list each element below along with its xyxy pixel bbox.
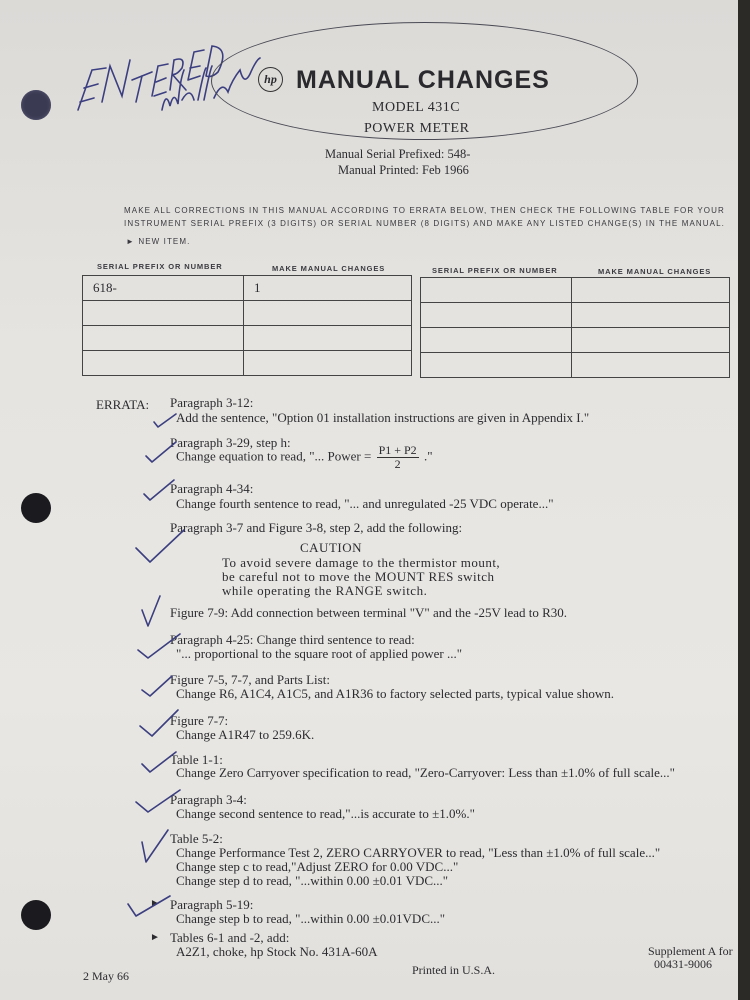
table-cell-change — [572, 278, 730, 303]
caution-line: be careful not to move the MOUNT RES switch — [222, 569, 495, 584]
errata-item-heading: Tables 6-1 and -2, add: — [170, 930, 290, 945]
new-item-marker: ► — [150, 898, 160, 909]
errata-item-text: Change Performance Test 2, ZERO CARRYOVER to read, "Less than ±1.0% of full scale..." — [176, 845, 661, 860]
table-cell-serial — [421, 328, 572, 353]
table-cell-serial — [421, 303, 572, 328]
check-mark-icon — [154, 414, 176, 427]
errata-item-text: Change Zero Carryover specification to read, "Zero-Carryover: Less than ±1.0% of full scale..." — [176, 765, 675, 780]
model-number: MODEL 431C — [372, 100, 461, 115]
footer-printed-in: Printed in U.S.A. — [412, 963, 496, 977]
table-row — [83, 351, 412, 376]
errata-item-text: "... proportional to the square root of applied power ..." — [176, 646, 463, 661]
errata-item-heading: Paragraph 3-4: — [170, 792, 247, 807]
binder-hole-top — [21, 90, 51, 120]
table-cell-change — [244, 326, 412, 351]
errata-item-text: Change step d to read, "...within 0.00 ±0.01 VDC..." — [176, 873, 449, 888]
equation-prefix: Change equation to read, "... Power = — [176, 448, 372, 464]
check-mark-icon — [144, 480, 174, 500]
errata-item-text: Change fourth sentence to read, "... and unregulated -25 VDC operate..." — [176, 496, 554, 511]
errata-item-text: A2Z1, choke, hp Stock No. 431A-60A — [176, 944, 378, 959]
left-col-header-changes: MAKE MANUAL CHANGES — [272, 264, 386, 273]
table-row — [421, 328, 730, 353]
changes-table-right — [420, 277, 730, 378]
binder-hole-middle — [21, 493, 51, 523]
check-mark-icon — [142, 676, 172, 696]
errata-item-heading: Paragraph 5-19: — [170, 897, 254, 912]
fraction-denominator: 2 — [394, 457, 401, 471]
fraction-numerator: P1 + P2 — [378, 443, 417, 457]
new-item-legend: ► NEW ITEM. — [126, 237, 191, 246]
footer-supplement: Supplement A for — [648, 944, 733, 958]
table-cell-change: 1 — [244, 276, 412, 301]
binder-hole-bottom — [21, 900, 51, 930]
errata-item-heading: Paragraph 3-29, step h: — [170, 435, 291, 450]
new-item-marker: ► — [150, 932, 160, 943]
errata-item-heading: Paragraph 3-7 and Figure 3-8, step 2, add the following: — [170, 520, 463, 535]
errata-item-text: Change step b to read, "...within 0.00 ±0.01VDC..." — [176, 911, 446, 926]
check-mark-icon — [138, 634, 180, 658]
caution-line: To avoid severe damage to the thermistor mount, — [222, 555, 501, 570]
instructions-line-1: MAKE ALL CORRECTIONS IN THIS MANUAL ACCORDING TO ERRATA BELOW, THEN CHECK THE FOLLOWING TABLE FOR YOUR — [124, 206, 725, 215]
changes-table-left — [82, 275, 412, 376]
equation-suffix: ." — [423, 448, 433, 464]
table-cell-change — [572, 328, 730, 353]
errata-item-heading: Table 1-1: — [170, 752, 223, 767]
check-mark-icon — [128, 896, 170, 916]
errata-item-heading: Figure 7-5, 7-7, and Parts List: — [170, 672, 330, 687]
table-cell-serial — [83, 301, 244, 326]
table-row — [421, 278, 730, 303]
table-row — [83, 276, 412, 301]
caution-title: CAUTION — [300, 540, 362, 555]
check-marks — [120, 400, 240, 1000]
errata-item-text: Add the sentence, "Option 01 installation instructions are given in Appendix I." — [176, 410, 590, 425]
check-mark-icon — [140, 710, 178, 736]
footer-date: 2 May 66 — [83, 969, 129, 983]
table-cell-serial — [83, 351, 244, 376]
check-mark-icon — [142, 830, 168, 862]
left-col-header-serial: SERIAL PREFIX OR NUMBER — [97, 262, 223, 271]
table-cell-change — [572, 303, 730, 328]
footer-manual-number: 00431-9006 — [654, 957, 712, 971]
table-cell-serial — [83, 326, 244, 351]
errata-item-heading: Figure 7-9: Add connection between terminal "V" and the -25V lead to R30. — [170, 605, 568, 620]
errata-item-text: Change A1R47 to 259.6K. — [176, 727, 315, 742]
manual-printed-date: Manual Printed: Feb 1966 — [338, 163, 469, 177]
errata-item-heading: Figure 7-7: — [170, 713, 229, 728]
errata-item-heading: Paragraph 4-25: Change third sentence to read: — [170, 632, 415, 647]
serial-prefixed: Manual Serial Prefixed: 548- — [325, 147, 471, 161]
table-row — [421, 303, 730, 328]
right-col-header-serial: SERIAL PREFIX OR NUMBER — [432, 266, 558, 275]
check-mark-icon — [146, 442, 176, 462]
errata-item-heading: Paragraph 4-34: — [170, 481, 254, 496]
table-cell-change — [572, 353, 730, 378]
check-mark-icon — [142, 752, 176, 772]
table-cell-change — [244, 351, 412, 376]
errata-item-text: Change step c to read,"Adjust ZERO for 0.00 VDC..." — [176, 859, 459, 874]
hp-logo: hp — [258, 67, 283, 92]
check-mark-icon — [136, 790, 180, 812]
table-cell-serial: 618- — [83, 276, 244, 301]
table-cell-change — [244, 301, 412, 326]
errata-item-heading: Table 5-2: — [170, 831, 223, 846]
power-fraction — [377, 444, 419, 471]
table-row — [83, 301, 412, 326]
check-mark-icon — [142, 596, 160, 626]
page-title: MANUAL CHANGES — [296, 66, 550, 94]
table-row — [83, 326, 412, 351]
table-cell-serial — [421, 278, 572, 303]
instructions-line-2: INSTRUMENT SERIAL PREFIX (3 DIGITS) OR SERIAL NUMBER (8 DIGITS) AND MAKE ANY LISTED CHANGE(S) IN THE MANUAL. — [124, 219, 725, 228]
table-row — [421, 353, 730, 378]
table-cell-serial — [421, 353, 572, 378]
right-col-header-changes: MAKE MANUAL CHANGES — [598, 267, 712, 276]
errata-item-text: Change R6, A1C4, A1C5, and A1R36 to factory selected parts, typical value shown. — [176, 686, 614, 701]
errata-item-heading: Paragraph 3-12: — [170, 395, 254, 410]
errata-label: ERRATA: — [96, 397, 150, 412]
product-name: POWER METER — [364, 121, 470, 136]
errata-item-text: Change second sentence to read,"...is accurate to ±1.0%." — [176, 806, 475, 821]
check-mark-icon — [136, 530, 184, 562]
caution-line: while operating the RANGE switch. — [222, 583, 428, 598]
